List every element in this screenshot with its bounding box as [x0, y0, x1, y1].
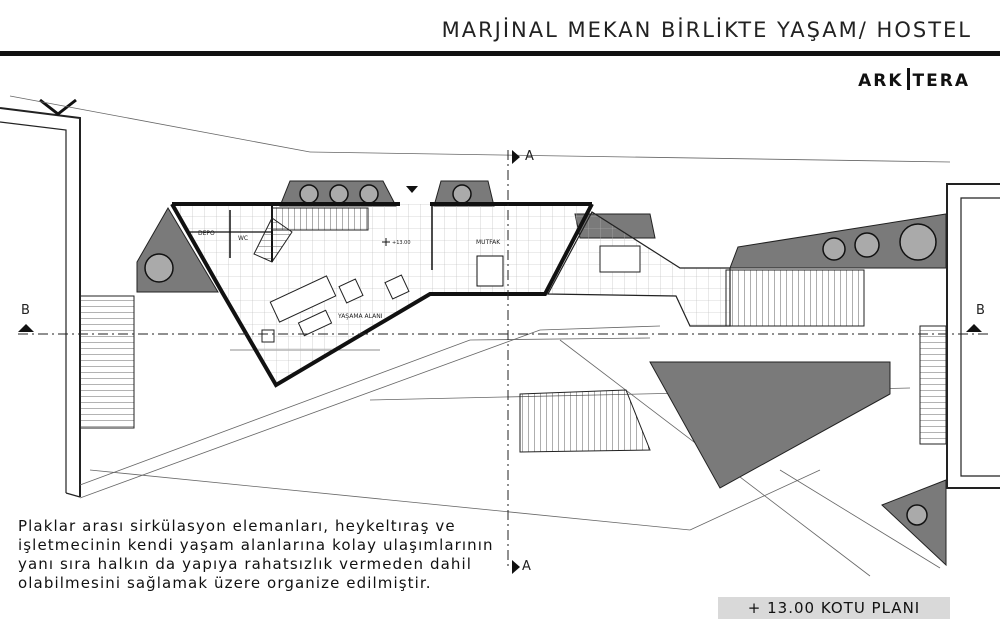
section-a-bottom-label: A	[522, 559, 531, 574]
wc-label: WC	[238, 235, 249, 242]
site-lines	[10, 96, 950, 576]
building-outline	[172, 204, 592, 385]
right-building	[947, 184, 1000, 488]
left-building	[0, 108, 80, 497]
right-stairs	[920, 326, 946, 444]
section-b-left-label: B	[21, 303, 30, 318]
header	[0, 0, 1000, 52]
section-b-right-label: B	[976, 303, 985, 318]
depo-label: DEPO	[198, 230, 215, 237]
lower-stairs	[520, 390, 650, 452]
logo-left-text: ARK	[858, 71, 904, 91]
logo-right-text: TERA	[912, 71, 970, 91]
east-deck	[548, 212, 864, 326]
left-stairs	[80, 296, 134, 428]
mutfak-label: MUTFAK	[476, 239, 501, 246]
page-title: MARJİNAL MEKAN BİRLİKTE YAŞAM/ HOSTEL	[441, 18, 972, 42]
description-text: Plaklar arası sirkülasyon elemanları, heykeltıraş ve işletmecinin kendi yaşam alanlarına kolay ulaşımlarının yanı sıra halkın da yapıya rahatsızlık vermeden dahil olabilmesini sağlamak üzere organize edilmiştir.	[18, 517, 494, 592]
level-label: + 13.00 KOTU PLANI	[718, 597, 950, 619]
yasama-alani-label: YAŞAMA ALANI	[338, 313, 383, 320]
elevation-marker: +13.00	[392, 240, 411, 246]
section-a-top-label: A	[525, 149, 534, 164]
